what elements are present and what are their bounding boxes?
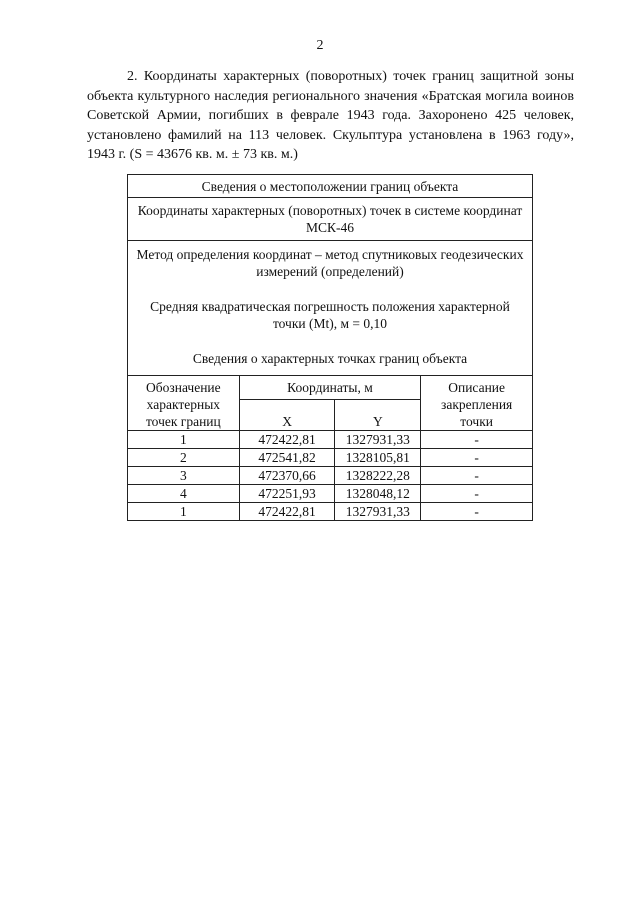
desc-cell: - <box>421 467 533 485</box>
header-y: Y <box>335 399 421 430</box>
y-cell: 1327931,33 <box>335 503 421 521</box>
method-block <box>128 241 533 376</box>
accuracy-text: Средняя квадратическая погрешность положения характерной точки (Mt), м = 0,10 <box>150 299 510 331</box>
table-title: Сведения о местоположении границ объекта <box>128 175 533 198</box>
header-x: X <box>239 399 335 430</box>
x-cell: 472422,81 <box>239 503 335 521</box>
coordinate-system: Координаты характерных (поворотных) точек в системе координат МСК-46 <box>128 198 533 241</box>
header-description: Описание закрепления точки <box>421 376 533 431</box>
x-cell: 472422,81 <box>239 431 335 449</box>
point-cell: 4 <box>128 485 240 503</box>
table-row <box>128 449 533 467</box>
intro-paragraph: 2. Координаты характерных (поворотных) точек границ защитной зоны объекта культурного наследия регионального значения «Братская могила воинов Советской Армии, погибших в феврале 1943 года. Захоронено 425 человек, установлено фамилий на 113 человек. Скульптура установлена в 1963 году», 1943 г. (S = 43676 кв. м. ± 73 кв. м.) <box>87 69 574 162</box>
y-cell: 1327931,33 <box>335 431 421 449</box>
point-cell: 1 <box>128 431 240 449</box>
points-caption: Сведения о характерных точках границ объекта <box>192 351 468 366</box>
method-text: Метод определения координат – метод спутниковых геодезических измерений (определений) <box>136 247 524 279</box>
header-designation: Обозначение характерных точек границ <box>128 376 240 431</box>
desc-cell: - <box>421 449 533 467</box>
header-coordinates: Координаты, м <box>239 376 421 400</box>
x-cell: 472251,93 <box>239 485 335 503</box>
y-cell: 1328048,12 <box>335 485 421 503</box>
desc-cell: - <box>421 485 533 503</box>
point-cell: 2 <box>128 449 240 467</box>
table-row <box>128 467 533 485</box>
table-row <box>128 431 533 449</box>
x-cell: 472541,82 <box>239 449 335 467</box>
desc-cell: - <box>421 503 533 521</box>
point-cell: 3 <box>128 467 240 485</box>
y-cell: 1328222,28 <box>335 467 421 485</box>
y-cell: 1328105,81 <box>335 449 421 467</box>
x-cell: 472370,66 <box>239 467 335 485</box>
coordinates-table <box>127 174 533 521</box>
point-cell: 1 <box>128 503 240 521</box>
desc-cell: - <box>421 431 533 449</box>
page-number: 2 <box>316 38 324 53</box>
table-row <box>128 485 533 503</box>
table-row <box>128 503 533 521</box>
